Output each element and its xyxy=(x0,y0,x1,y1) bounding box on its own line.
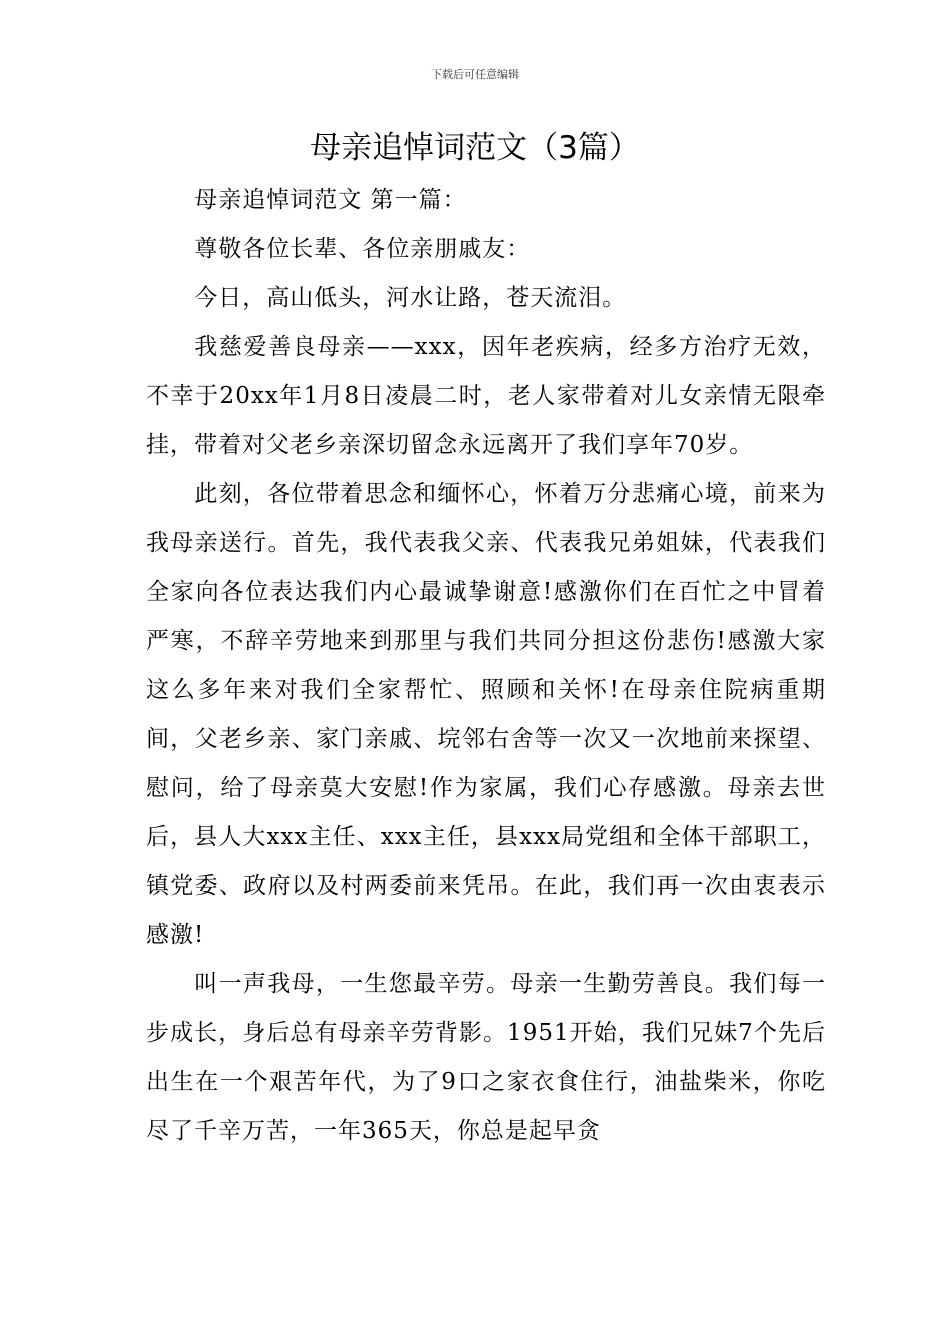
paragraph-thanks: 此刻，各位带着思念和缅怀心，怀着万分悲痛心境，前来为我母亲送行。首先，我代表我父亲、代表我兄弟姐妹，代表我们全家向各位表达我们内心最诚挚谢意!感激你们在百忙之中冒着严寒，不辞辛劳地来到那里与我们共同分担这份悲伤!感激大家这么多年来对我们全家帮忙、照顾和关怀!在母亲住院病重期间，父老乡亲、家门亲戚、垸邻右舍等一次又一次地前来探望、慰问，给了母亲莫大安慰!作为家属，我们心存感激。母亲去世后，县人大xxx主任、xxx主任，县xxx局党组和全体干部职工，镇党委、政府以及村两委前来凭吊。在此，我们再一次由衷表示感激! xyxy=(146,481,826,948)
paragraph-remembrance: 叫一声我母，一生您最辛劳。母亲一生勤劳善良。我们每一步成长，身后总有母亲辛劳背影。1951开始，我们兄妹7个先后出生在一个艰苦年代，为了9口之家衣食住行，油盐柴米，你吃尽了千辛万苦，一年365天，你总是起早贪 xyxy=(146,971,826,1144)
document-body xyxy=(146,176,826,1156)
paragraph-announcement: 我慈爱善良母亲——xxx，因年老疾病，经多方治疗无效，不幸于20xx年1月8日凌晨二时，老人家带着对儿女亲情无限牵挂，带着对父老乡亲深切留念永远离开了我们享年70岁。 xyxy=(146,334,826,458)
paragraph-salutation: 尊敬各位长辈、各位亲朋戚友： xyxy=(194,236,531,262)
header-note: 下载后可任意编辑 xyxy=(431,68,519,81)
document-title: 母亲追悼词范文（3篇） xyxy=(310,130,640,166)
paragraph-section-heading: 母亲追悼词范文 第一篇： xyxy=(194,187,467,213)
paragraph-opening: 今日，高山低头，河水让路，苍天流泪。 xyxy=(194,285,627,311)
